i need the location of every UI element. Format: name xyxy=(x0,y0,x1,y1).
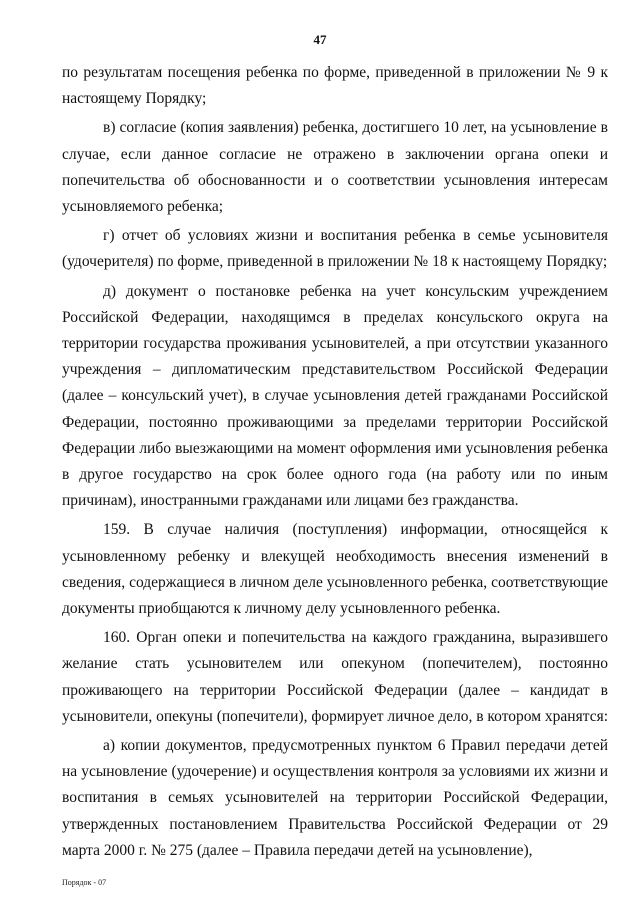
paragraph-item-d: д) документ о постановке ребенка на учет консульским учреждением Российской Федерации, находящимся в пределах консульского округа на территории государства проживания усыновителей, а при отсутствии указанного учреждения – дипломатическим представительством Российской Федерации (далее – консульский учет), в случае усыновления детей гражданами Российской Федерации, постоянно проживающими за пределами территории Российской Федерации либо выезжающими на момент оформления ими усыновления ребенка в другое государство на срок более одного года (на работу или по иным причинам), иностранными гражданами или лицами без гражданства. xyxy=(62,282,608,510)
paragraph-160: 160. Орган опеки и попечительства на каждого гражданина, выразившего желание стать усыновителем или опекуном (попечителем), постоянно проживающего на территории Российской Федерации (далее – кандидат в усыновители, опекуны (попечители), формирует личное дело, в котором хранятся: xyxy=(62,629,609,725)
paragraph-item-a: а) копии документов, предусмотренных пунктом 6 Правил передачи детей на усыновление (удочерение) и осуществления контроля за условиями их жизни и воспитания в семьях усыновителей на территории Российской Федерации, утвержденных постановлением Правительства Российской Федерации от 29 марта 2000 г. № 275 (далее – Правила передачи детей на усыновление), xyxy=(62,737,608,859)
paragraph-continuation: по результатам посещения ребенка по форме, приведенной в приложении № 9 к настоящему Порядку; xyxy=(62,64,608,108)
document-body xyxy=(62,60,608,867)
footer-label: Порядок - 07 xyxy=(62,878,107,887)
paragraph-item-v: в) согласие (копия заявления) ребенка, достигшего 10 лет, на усыновление в случае, если данное согласие не отражено в заключении органа опеки и попечительства об обоснованности и о соответствии усыновления интересам усыновляемого ребенка; xyxy=(62,119,608,216)
paragraph-item-g: г) отчет об условиях жизни и воспитания ребенка в семье усыновителя (удочерителя) по форме, приведенной в приложении № 18 к настоящему Порядку; xyxy=(62,227,608,271)
paragraph-159: 159. В случае наличия (поступления) информации, относящейся к усыновленному ребенку и влекущей необходимость внесения изменений в сведения, содержащиеся в личном деле усыновленного ребенка, соответствующие документы приобщаются к личному делу усыновленного ребенка. xyxy=(62,521,608,618)
page-number: 47 xyxy=(313,32,327,47)
